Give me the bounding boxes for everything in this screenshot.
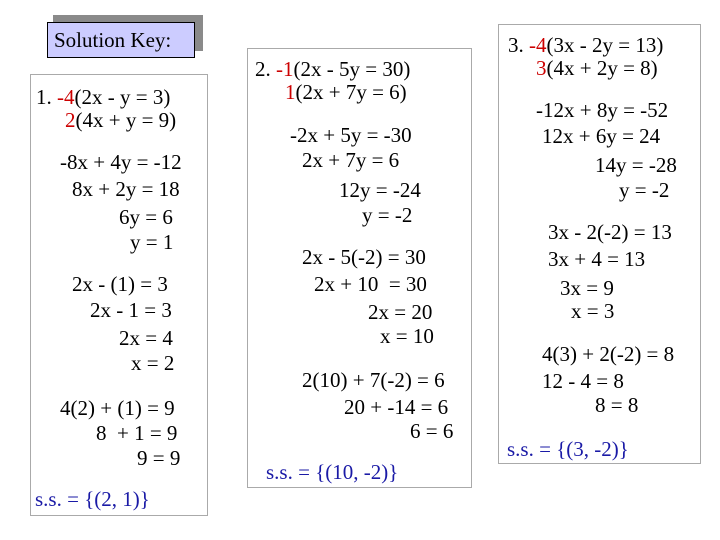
multiplier: -4 [529,33,547,57]
problem-number: 1. [36,85,52,109]
step-line: -2x + 5y = -30 [290,123,412,147]
step-line: 2x = 20 [368,300,433,324]
equation: (4x + 2y = 8) [546,56,658,80]
step-line: y = -2 [619,178,670,202]
problem-1-equation-1 [36,85,170,109]
step-line: y = 1 [130,230,174,254]
step-line: 6y = 6 [119,205,173,229]
step-line: 6 = 6 [410,419,454,443]
multiplier: 3 [536,56,547,80]
multiplier: -4 [57,85,75,109]
problem-3-equation-1 [508,33,663,57]
equation: (2x - 5y = 30) [293,57,411,81]
problem-2-answer: s.s. = {(10, -2)} [266,460,399,484]
step-line: x = 10 [380,324,434,348]
step-line: 12 - 4 = 8 [542,369,624,393]
step-line: x = 2 [131,351,175,375]
step-line: 8x + 2y = 18 [72,177,180,201]
step-line: 9 = 9 [137,446,181,470]
step-line: 4(2) + (1) = 9 [60,396,175,420]
multiplier: -1 [276,57,294,81]
step-line: 3x = 9 [560,276,614,300]
problem-number: 2. [255,57,271,81]
problem-1-equation-2 [65,108,176,132]
step-line: -8x + 4y = -12 [60,150,182,174]
equation: (4x + y = 9) [75,108,177,132]
step-line: 12y = -24 [339,178,421,202]
step-line: 2x + 10 = 30 [314,272,427,296]
page-title: Solution Key: [47,22,195,58]
step-line: -12x + 8y = -52 [536,98,669,122]
problem-3-answer: s.s. = {(3, -2)} [507,437,629,461]
step-line: 2x + 7y = 6 [302,148,400,172]
step-line: 2(10) + 7(-2) = 6 [302,368,445,392]
step-line: x = 3 [571,299,615,323]
multiplier: 2 [65,108,76,132]
step-line: 4(3) + 2(-2) = 8 [542,342,675,366]
step-line: 3x - 2(-2) = 13 [548,220,672,244]
step-line: 14y = -28 [595,153,677,177]
multiplier: 1 [285,80,296,104]
step-line: 12x + 6y = 24 [542,124,661,148]
step-line: 2x - 1 = 3 [90,298,172,322]
step-line: 8 = 8 [595,393,639,417]
step-line: 2x - 5(-2) = 30 [302,245,426,269]
step-line: 8 + 1 = 9 [96,421,178,445]
problem-2-equation-2 [285,80,407,104]
step-line: y = -2 [362,203,413,227]
step-line: 2x = 4 [119,326,173,350]
equation: (2x - y = 3) [74,85,171,109]
problem-number: 3. [508,33,524,57]
problem-2-equation-1 [255,57,410,81]
equation: (2x + 7y = 6) [295,80,407,104]
step-line: 3x + 4 = 13 [548,247,646,271]
step-line: 2x - (1) = 3 [72,272,168,296]
problem-1-answer: s.s. = {(2, 1)} [35,487,150,511]
equation: (3x - 2y = 13) [546,33,664,57]
problem-3-equation-2 [536,56,658,80]
step-line: 20 + -14 = 6 [344,395,449,419]
